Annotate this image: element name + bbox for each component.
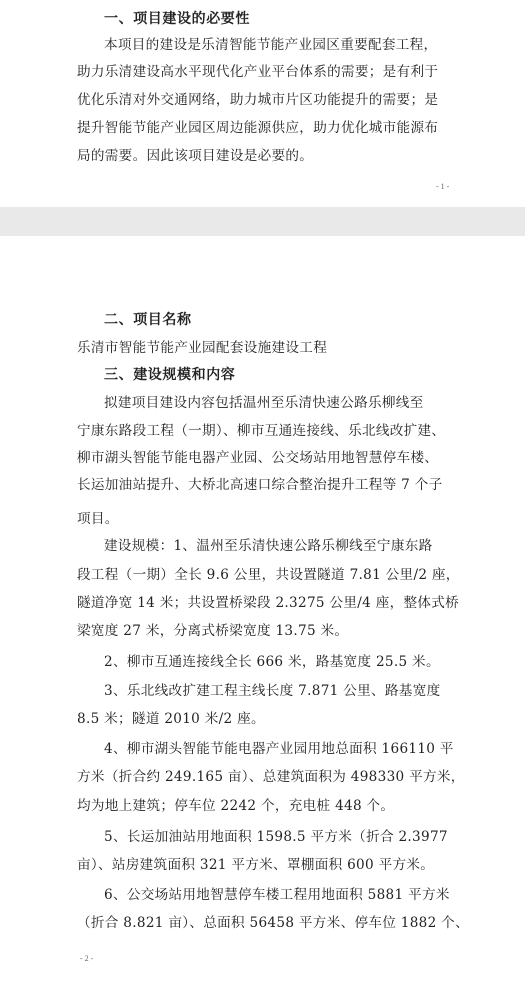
paragraph-line: 提升智能节能产业园区周边能源供应，助力优化城市能源布 <box>77 120 439 136</box>
section-heading-project-name: 二、项目名称 <box>104 312 192 328</box>
project-name-text: 乐清市智能节能产业园配套设施建设工程 <box>77 340 328 356</box>
paragraph-line: 长运加油站提升、大桥北高速口综合整治提升工程等 7 个子 <box>77 477 443 493</box>
paragraph-line: 助力乐清建设高水平现代化产业平台体系的需要；是有利于 <box>77 64 439 80</box>
paragraph-line: （折合 8.821 亩）、总面积 56458 平方米、停车位 1882 个、 <box>77 915 469 931</box>
section-heading-necessity: 一、项目建设的必要性 <box>104 11 250 27</box>
paragraph-line: 5、长运加油站用地面积 1598.5 平方米（折合 2.3977 <box>104 829 448 845</box>
paragraph-line: 局的需要。因此该项目建设是必要的。 <box>77 148 314 164</box>
paragraph-line: 亩）、站房建筑面积 321 平方米、罩棚面积 600 平方米。 <box>77 857 435 873</box>
paragraph-line: 柳市湖头智能节能电器产业园、公交场站用地智慧停车楼、 <box>77 450 439 466</box>
section-heading-scale: 三、建设规模和内容 <box>104 367 236 383</box>
paragraph-line: 2、柳市互通连接线全长 666 米，路基宽度 25.5 米。 <box>104 654 440 670</box>
paragraph-line: 拟建项目建设内容包括温州至乐清快速公路乐柳线至 <box>104 395 424 411</box>
page-number: - 1 - <box>436 182 450 191</box>
paragraph-line: 本项目的建设是乐清智能节能产业园区重要配套工程， <box>104 37 438 53</box>
paragraph-line: 梁宽度 27 米，分离式桥梁宽度 13.75 米。 <box>77 623 349 639</box>
paragraph-line: 宁康东路段工程（一期）、柳市互通连接线、乐北线改扩建、 <box>77 423 446 439</box>
paragraph-line: 3、乐北线改扩建工程主线长度 7.871 公里、路基宽度 <box>104 683 441 699</box>
paragraph-line: 4、柳市湖头智能节能电器产业园用地总面积 166110 平 <box>104 741 454 757</box>
paragraph-line: 隧道净宽 14 米；共设置桥梁段 2.3275 公里/4 座，整体式桥 <box>77 595 460 611</box>
paragraph-line: 均为地上建筑；停车位 2242 个，充电桩 448 个。 <box>77 798 395 814</box>
page-number: - 2 - <box>80 954 94 963</box>
paragraph-line: 优化乐清对外交通网络，助力城市片区功能提升的需要；是 <box>77 92 439 108</box>
paragraph-line: 6、公交场站用地智慧停车楼工程用地面积 5881 平方米 <box>104 887 450 903</box>
document-page-1 <box>0 0 525 207</box>
paragraph-line: 段工程（一期）全长 9.6 公里，共设置隧道 7.81 公里/2 座， <box>77 567 460 583</box>
paragraph-line: 项目。 <box>77 511 119 527</box>
document-page-2 <box>0 236 525 996</box>
paragraph-line: 方米（折合约 249.165 亩）、总建筑面积为 498330 平方米， <box>77 769 465 785</box>
paragraph-line: 建设规模：1、温州至乐清快速公路乐柳线至宁康东路 <box>104 538 433 554</box>
paragraph-line: 8.5 米；隧道 2010 米/2 座。 <box>77 711 265 727</box>
